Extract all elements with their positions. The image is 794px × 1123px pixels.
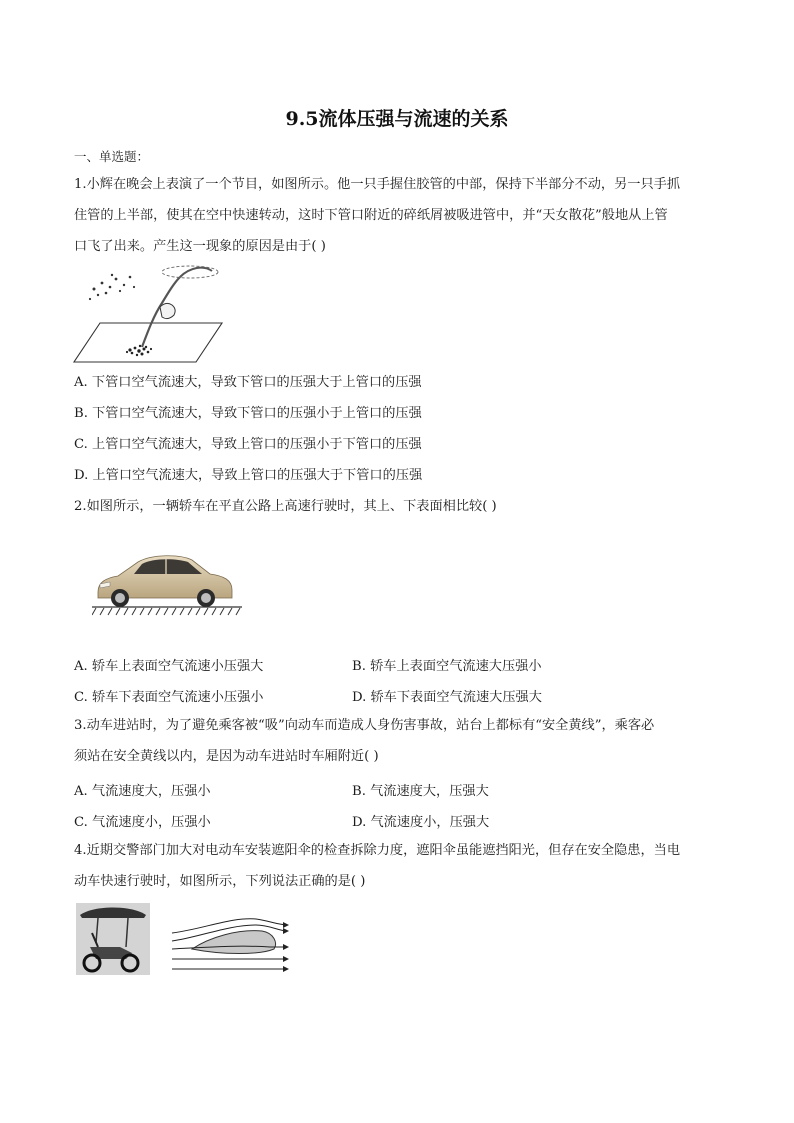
q2-option-b: B. 轿车上表面空气流速大压强小: [352, 659, 542, 674]
q1-line-1: 1.小辉在晚会上表演了一个节目，如图所示。他一只手握住胶管的中部，保持下半部分不动，另一只手抓: [74, 177, 681, 192]
page-title: 9.5流体压强与流速的关系: [285, 108, 509, 130]
section-heading: 一、单选题：: [74, 149, 150, 164]
q1-option-b: B. 下管口空气流速大，导致下管口的压强小于上管口的压强: [74, 406, 422, 421]
q2-option-d: D. 轿车下表面空气流速大压强大: [352, 690, 542, 705]
hose-upper: [180, 268, 212, 277]
q4-line-2: 动车快速行驶时，如图所示，下列说法正确的是( ): [74, 874, 366, 889]
flying-scraps: [89, 274, 135, 300]
paper-scraps-floor: [126, 345, 152, 356]
q3-line-2: 须站在安全黄线以内，是因为动车进站时车厢附近( ): [74, 749, 379, 764]
hose-figure: [72, 263, 232, 367]
airflow-diagram: [170, 915, 292, 975]
car-figure: [92, 548, 242, 620]
hand: [160, 303, 175, 318]
q1-option-a: A. 下管口空气流速大，导致下管口的压强大于上管口的压强: [74, 375, 422, 390]
q2-line-1: 2.如图所示，一辆轿车在平直公路上高速行驶时，其上、下表面相比较( ): [74, 499, 497, 514]
q1-line-3: 口飞了出来。产生这一现象的原因是由于( ): [74, 239, 326, 254]
q3-option-c: C. 气流速度小，压强小: [74, 815, 211, 830]
q4-line-1: 4.近期交警部门加大对电动车安装遮阳伞的检查拆除力度，遮阳伞虽能遮挡阳光，但存在安全隐患，当电: [74, 843, 681, 858]
scooter-photo: [76, 903, 150, 975]
q3-line-1: 3.动车进站时，为了避免乘客被“吸”向动车而造成人身伤害事故，站台上都标有“安全黄线”，乘客必: [74, 718, 655, 733]
q1-line-2: 住管的上半部，使其在空中快速转动，这时下管口附近的碎纸屑被吸进管中，并“天女散花”般地从上管: [74, 208, 668, 223]
road-hatching: [92, 608, 240, 615]
q1-option-d: D. 上管口空气流速大，导致上管口的压强大于下管口的压强: [74, 468, 423, 483]
rotation-path: [162, 266, 218, 278]
q1-option-c: C. 上管口空气流速大，导致上管口的压强小于下管口的压强: [74, 437, 422, 452]
q3-option-d: D. 气流速度小，压强大: [352, 815, 490, 830]
q3-option-a: A. 气流速度大，压强小: [74, 784, 211, 799]
q2-option-a: A. 轿车上表面空气流速小压强大: [74, 659, 264, 674]
q3-option-b: B. 气流速度大，压强大: [352, 784, 489, 799]
q2-option-c: C. 轿车下表面空气流速小压强小: [74, 690, 264, 705]
